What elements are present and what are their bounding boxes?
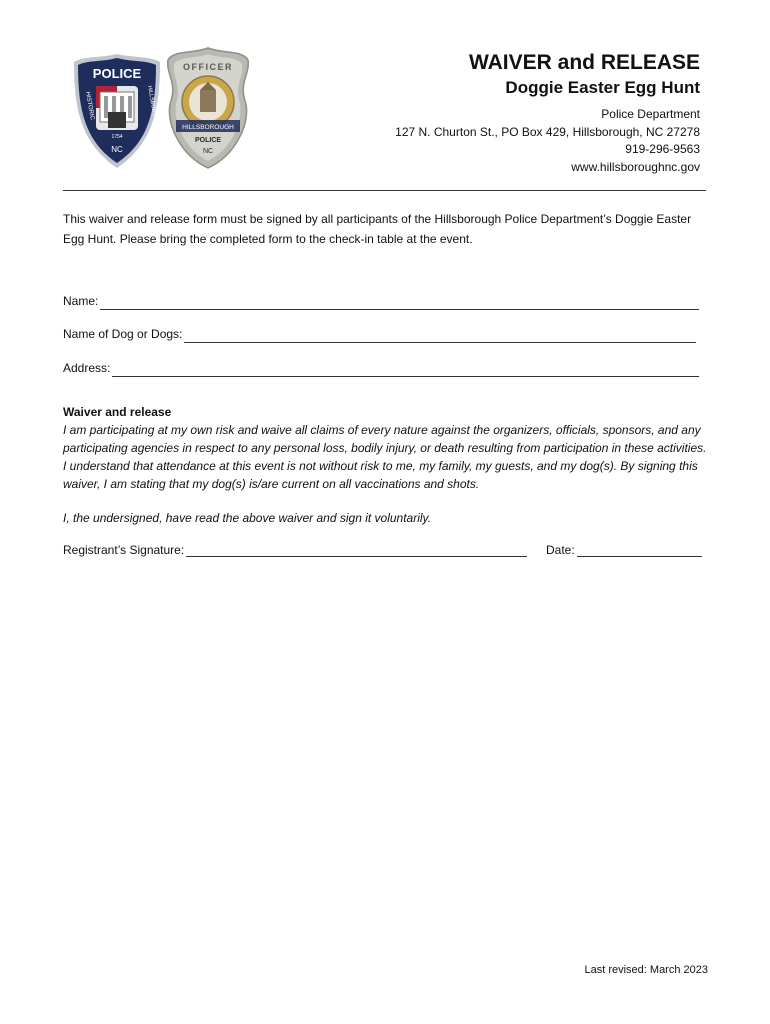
event-subtitle: Doggie Easter Egg Hunt [505,78,700,97]
date-field [546,543,702,557]
dogs-input-line[interactable] [184,330,696,343]
signature-row [63,543,703,561]
acknowledgement-text: I, the undersigned, have read the above waiver and sign it voluntarily. [63,511,432,525]
patch-top-text: POLICE [92,66,142,81]
officer-badge-icon [164,46,252,170]
department-name: Police Department [601,107,700,121]
patch-right-text: HILLSBOROUGH [146,85,160,130]
badge-middle-text: HILLSBOROUGH [182,124,234,131]
dogs-label: Name of Dog or Dogs: [63,327,183,341]
badge-lower-text: POLICE [194,137,222,144]
name-label: Name: [63,294,99,308]
department-phone: 919-296-9563 [625,142,700,156]
department-badges [72,46,252,171]
date-label: Date: [546,543,575,557]
date-input-line[interactable] [577,544,702,557]
signature-field [63,543,527,557]
waiver-text: I am participating at my own risk and waive all claims of every nature against the organizers, officials, sponsors, and any participating agencies in respect to any personal loss, bodily injury, or death resulting from participation in these activities. I understand that attendance at this event is not without risk to me, my family, my guests, and my dog(s). By signing this waiver, I am stating that my dog(s) is/are current on all vaccinations and shots. [63,423,707,491]
intro-paragraph: This waiver and release form must be signed by all participants of the Hillsborough Police Department’s Doggie Easter Egg Hunt. Please bring the completed form to the check-in table at the event. [63,212,692,246]
signature-input-line[interactable] [186,544,527,557]
dogs-field-row [63,325,696,343]
department-address: 127 N. Churton St., PO Box 429, Hillsborough, NC 27278 [395,124,700,139]
signature-label: Registrant’s Signature: [63,543,185,557]
badge-bottom-text: NC [202,148,214,155]
last-revised: Last revised: March 2023 [584,964,708,976]
address-input-line[interactable] [112,364,699,377]
badge-top-text: OFFICER [183,62,233,72]
name-input-line[interactable] [100,297,699,310]
name-field-row [63,292,699,310]
page-title: WAIVER and RELEASE [468,51,700,74]
police-patch-icon [72,52,162,170]
header-divider [63,190,706,191]
letterhead [395,50,700,176]
department-website: www.hillsboroughnc.gov [571,159,700,174]
address-field-row [63,359,699,377]
address-label: Address: [63,361,111,375]
patch-bottom-text: NC [111,145,123,154]
patch-left-text: HISTORIC [84,91,95,121]
patch-year-text: 1754 [111,134,123,140]
waiver-heading: Waiver and release [63,405,172,419]
